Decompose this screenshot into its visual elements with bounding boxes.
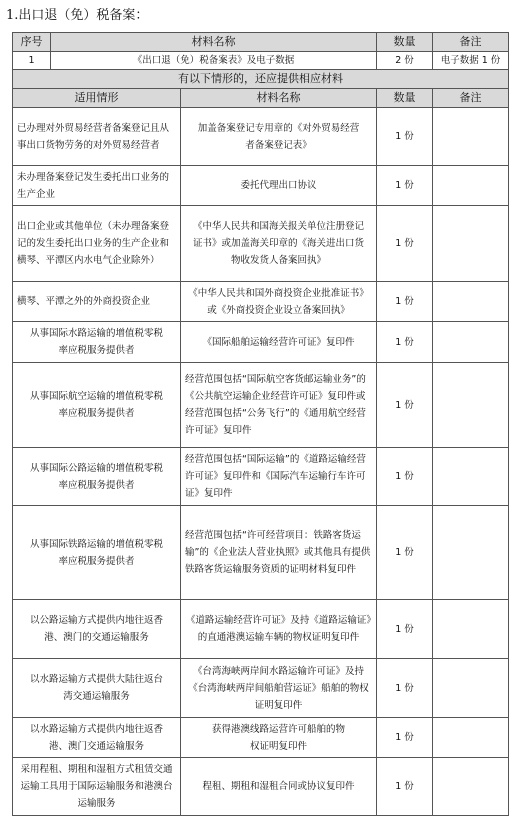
header-note: 备注 bbox=[433, 33, 509, 52]
row-quantity: 1 份 bbox=[377, 363, 433, 448]
row-note bbox=[433, 506, 509, 600]
row-note bbox=[433, 448, 509, 506]
row-note bbox=[433, 363, 509, 448]
table-row bbox=[13, 282, 509, 322]
row-situation: 以公路运输方式提供内地往返香港、澳门的交通运输服务 bbox=[13, 600, 181, 659]
header-quantity: 数量 bbox=[377, 33, 433, 52]
row-material: 获得港澳线路运营许可船舶的物权证明复印件 bbox=[181, 718, 377, 758]
row-material: 《中华人民共和国海关报关单位注册登记证书》或加盖海关印章的《海关进出口货物收发货人备案回执》 bbox=[181, 206, 377, 282]
row-quantity: 2 份 bbox=[377, 52, 433, 70]
row-material: 《中华人民共和国外商投资企业批准证书》或《外商投资企业设立备案回执》 bbox=[181, 282, 377, 322]
header-material-name: 材料名称 bbox=[181, 89, 377, 108]
row-quantity: 1 份 bbox=[377, 448, 433, 506]
row-situation: 出口企业或其他单位（未办理备案登记的发生委托出口业务的生产企业和横琴、平潭区内水电气企业除外） bbox=[13, 206, 181, 282]
row-material: 程租、期租和湿租合同或协议复印件 bbox=[181, 758, 377, 816]
row-situation: 以水路运输方式提供内地往返香港、澳门交通运输服务 bbox=[13, 718, 181, 758]
row-quantity: 1 份 bbox=[377, 108, 433, 166]
row-note bbox=[433, 758, 509, 816]
row-situation: 从事国际水路运输的增值税零税率应税服务提供者 bbox=[13, 322, 181, 363]
header-situation: 适用情形 bbox=[13, 89, 181, 108]
table-row bbox=[13, 448, 509, 506]
table-row bbox=[13, 166, 509, 206]
row-quantity: 1 份 bbox=[377, 758, 433, 816]
row-note bbox=[433, 322, 509, 363]
row-material: 经营范围包括“国际航空客货邮运输业务”的《公共航空运输企业经营许可证》复印件或经营范围包括“公务飞行”的《通用航空经营许可证》复印件 bbox=[181, 363, 377, 448]
row-situation: 采用程租、期租和湿租方式租赁交通运输工具用于国际运输服务和港澳台运输服务 bbox=[13, 758, 181, 816]
header-no: 序号 bbox=[13, 33, 51, 52]
row-note: 电子数据 1 份 bbox=[433, 52, 509, 70]
header-note: 备注 bbox=[433, 89, 509, 108]
row-material: 加盖备案登记专用章的《对外贸易经营者备案登记表》 bbox=[181, 108, 377, 166]
table-header-row bbox=[13, 33, 509, 52]
filing-materials-table bbox=[12, 32, 509, 816]
row-material: 《国际船舶运输经营许可证》复印件 bbox=[181, 322, 377, 363]
table-row bbox=[13, 600, 509, 659]
table-row bbox=[13, 363, 509, 448]
row-note bbox=[433, 166, 509, 206]
row-situation: 已办理对外贸易经营者备案登记且从事出口货物劳务的对外贸易经营者 bbox=[13, 108, 181, 166]
row-material: 经营范围包括“许可经营项目：铁路客货运输”的《企业法人营业执照》或其他具有提供铁路客货运输服务资质的证明材料复印件 bbox=[181, 506, 377, 600]
table-row bbox=[13, 52, 509, 70]
section-title-row bbox=[13, 70, 509, 89]
header-material-name: 材料名称 bbox=[51, 33, 377, 52]
row-quantity: 1 份 bbox=[377, 206, 433, 282]
table-row bbox=[13, 206, 509, 282]
sub-header-row bbox=[13, 89, 509, 108]
row-situation: 从事国际铁路运输的增值税零税率应税服务提供者 bbox=[13, 506, 181, 600]
row-material: 《道路运输经营许可证》及持《道路运输证》的直通港澳运输车辆的物权证明复印件 bbox=[181, 600, 377, 659]
row-quantity: 1 份 bbox=[377, 506, 433, 600]
row-situation: 从事国际公路运输的增值税零税率应税服务提供者 bbox=[13, 448, 181, 506]
row-quantity: 1 份 bbox=[377, 166, 433, 206]
section-title: 有以下情形的，还应提供相应材料 bbox=[13, 70, 509, 89]
table-row bbox=[13, 108, 509, 166]
header-quantity: 数量 bbox=[377, 89, 433, 108]
row-material: 经营范围包括“国际运输”的《道路运输经营许可证》复印件和《国际汽车运输行车许可证》复印件 bbox=[181, 448, 377, 506]
row-material: 委托代理出口协议 bbox=[181, 166, 377, 206]
row-no: 1 bbox=[13, 52, 51, 70]
row-material: 《台湾海峡两岸间水路运输许可证》及持《台湾海峡两岸间船舶营运证》船舶的物权证明复印件 bbox=[181, 659, 377, 718]
table-row bbox=[13, 758, 509, 816]
row-quantity: 1 份 bbox=[377, 718, 433, 758]
row-note bbox=[433, 718, 509, 758]
table-row bbox=[13, 322, 509, 363]
row-note bbox=[433, 659, 509, 718]
table-row bbox=[13, 506, 509, 600]
row-quantity: 1 份 bbox=[377, 282, 433, 322]
row-situation: 从事国际航空运输的增值税零税率应税服务提供者 bbox=[13, 363, 181, 448]
row-quantity: 1 份 bbox=[377, 322, 433, 363]
row-note bbox=[433, 600, 509, 659]
page-title: 1.出口退（免）税备案： bbox=[6, 8, 149, 23]
row-note bbox=[433, 282, 509, 322]
row-note bbox=[433, 206, 509, 282]
row-note bbox=[433, 108, 509, 166]
row-material: 《出口退（免）税备案表》及电子数据 bbox=[51, 52, 377, 70]
row-situation: 以水路运输方式提供大陆往返台湾交通运输服务 bbox=[13, 659, 181, 718]
row-situation: 未办理备案登记发生委托出口业务的生产企业 bbox=[13, 166, 181, 206]
row-quantity: 1 份 bbox=[377, 600, 433, 659]
row-situation: 横琴、平潭之外的外商投资企业 bbox=[13, 282, 181, 322]
table-row bbox=[13, 718, 509, 758]
table-row bbox=[13, 659, 509, 718]
row-quantity: 1 份 bbox=[377, 659, 433, 718]
